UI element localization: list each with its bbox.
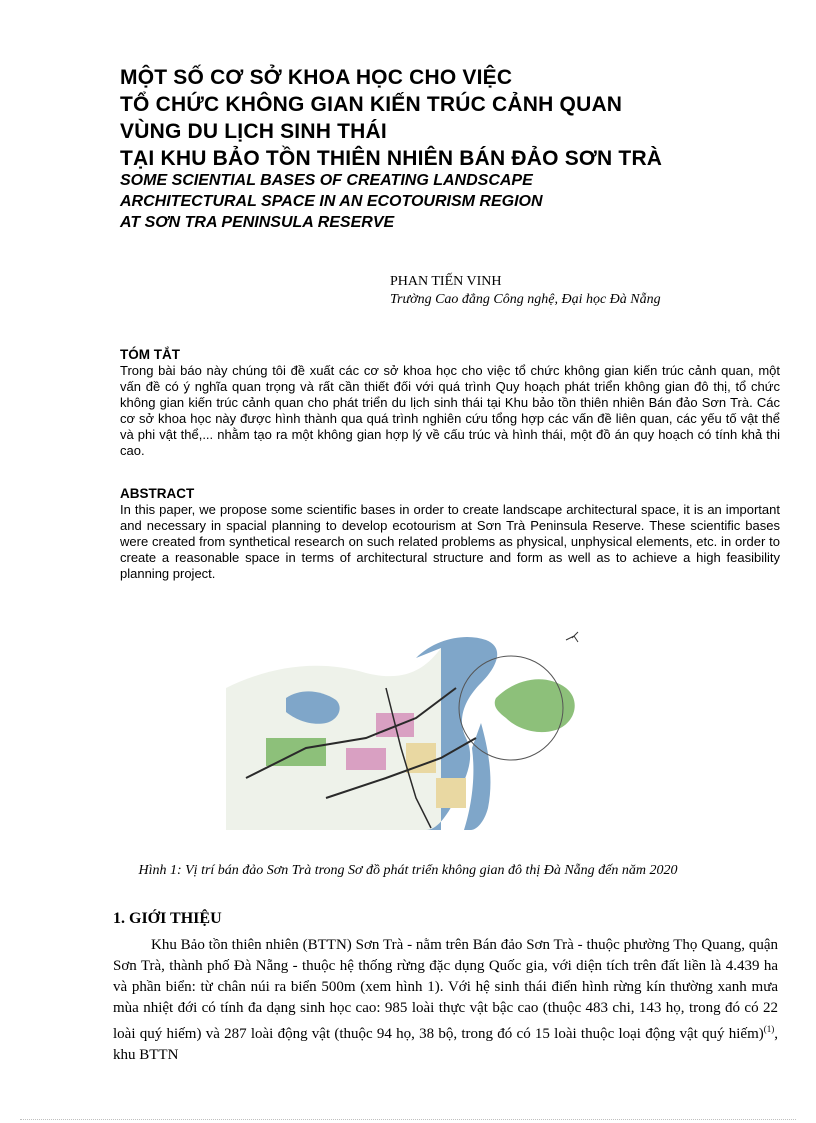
author-affiliation: Trường Cao đẳng Công nghệ, Đại học Đà Nẵng — [390, 292, 661, 307]
page-bottom-divider — [20, 1119, 796, 1120]
title-vn-line-3: VÙNG DU LỊCH SINH THÁI — [120, 120, 387, 143]
abstract-en-text: In this paper, we propose some scientific bases in order to create landscape architectural space, it is an important and necessary in spacial planning to develop ecotourism at Sơn Trà Peninsula Reserve. These scientific bases were created from synthetical research on such related problems as physical, unphysical elements, etc. in order to create a reasonable space in terms of architectural structure and form as well as to achieve a high feasibility planning project. — [120, 502, 780, 581]
section-heading: 1. GIỚI THIỆU — [113, 910, 222, 927]
title-vietnamese — [120, 64, 760, 172]
figure-caption: Hình 1: Vị trí bán đảo Sơn Trà trong Sơ đồ phát triển không gian đô thị Đà Nẵng đến năm 2020 — [138, 863, 678, 878]
section-body-text — [113, 935, 778, 1066]
title-en-line-3: AT SƠN TRA PENINSULA RESERVE — [120, 214, 395, 231]
title-en-line-1: SOME SCIENTIAL BASES OF CREATING LANDSCAPE — [120, 172, 533, 189]
abstract-en-heading: ABSTRACT — [120, 486, 195, 501]
title-vn-line-1: MỘT SỐ CƠ SỞ KHOA HỌC CHO VIỆC — [120, 66, 513, 89]
mainland-area — [226, 648, 441, 830]
title-vn-line-4: TẠI KHU BẢO TỒN THIÊN NHIÊN BÁN ĐẢO SƠN TRÀ — [120, 147, 663, 170]
urban-plan-map — [226, 628, 590, 830]
body-text-main: Khu Bảo tồn thiên nhiên (BTTN) Sơn Trà - nằm trên Bán đảo Sơn Trà - thuộc phường Thọ Quang, quận Sơn Trà, thành phố Đà Nẵng - thuộc hệ thống rừng đặc dụng Quốc gia, với diện tích trên đất liền là 4.439 ha và phần biển: từ chân núi ra biển 500m (xem hình 1). Với hệ sinh thái điển hình rừng kín thường xanh mưa mùa nhiệt đới có tính đa dạng sinh học cao: 985 loài thực vật bậc cao (thuộc 483 chi, 143 họ, trong đó có 22 loài quý hiếm) và 287 loài động vật (thuộc 94 họ, 38 bộ, trong đó có 15 loài thuộc loại động vật quý hiếm) — [113, 937, 778, 1042]
body-text-tail: , khu BTTN — [113, 1026, 778, 1063]
author-name: PHAN TIẾN VINH — [390, 274, 502, 289]
title-english — [120, 170, 740, 233]
figure-map — [226, 628, 590, 830]
footnote-marker: (1) — [763, 1024, 775, 1034]
title-vn-line-2: TỔ CHỨC KHÔNG GIAN KIẾN TRÚC CẢNH QUAN — [120, 93, 623, 116]
abstract-vn-text: Trong bài báo này chúng tôi đề xuất các cơ sở khoa học cho việc tổ chức không gian kiến trúc cảnh quan, một vấn đề có ý nghĩa quan trọng và rất cần thiết đối với quá trình Quy hoạch phát triển không gian đô thị, tổ chức không gian kiến trúc cảnh quan cho phát triển du lịch sinh thái tại Khu bảo tồn thiên nhiên Bán đảo Sơn Trà. Các cơ sở khoa học này được hình thành qua quá trình nghiên cứu tổng hợp các vấn đề liên quan, các yếu tố vật thể và phi vật thể,... nhằm tạo ra một không gian hợp lý về cấu trúc và hình thái, một đồ án quy hoạch có tính khả thi cao. — [120, 363, 780, 458]
abstract-vn-heading: TÓM TẮT — [120, 347, 180, 362]
title-en-line-2: ARCHITECTURAL SPACE IN AN ECOTOURISM REGION — [120, 193, 543, 210]
urban-zone-4 — [436, 778, 466, 808]
urban-zone-3 — [346, 748, 386, 770]
